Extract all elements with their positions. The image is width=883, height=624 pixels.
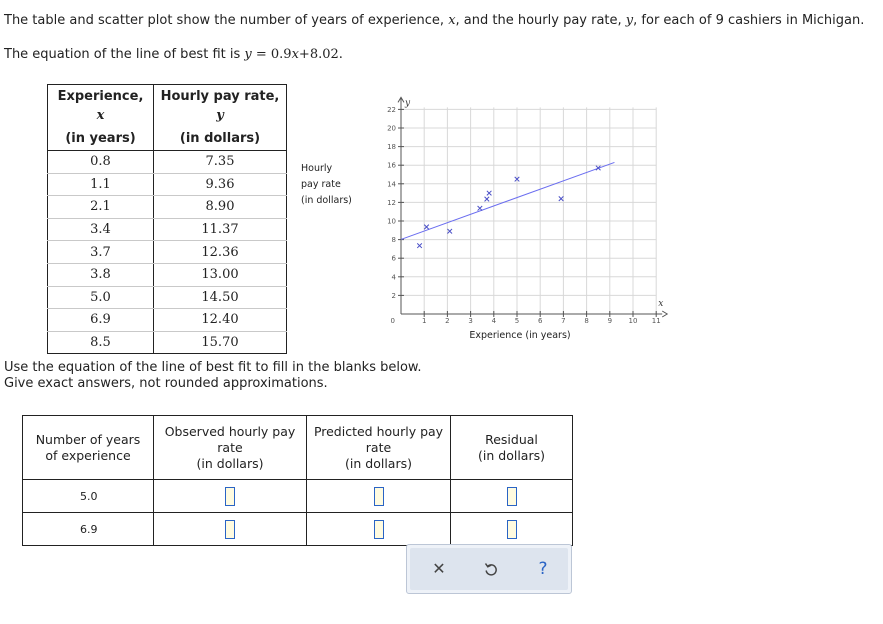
observed-cell	[154, 480, 307, 513]
predicted-input[interactable]	[374, 520, 384, 539]
years-value: 5.0	[23, 480, 154, 513]
experience-cell: 1.1	[48, 173, 154, 196]
table-row	[48, 263, 287, 286]
intro-sentence	[4, 13, 864, 28]
predicted-cell	[307, 513, 451, 546]
x-axis-arrow	[662, 311, 667, 317]
pay-rate-cell: 8.90	[154, 196, 287, 219]
best-fit-line	[401, 162, 614, 239]
y-tick-label: 12	[387, 198, 396, 207]
data-table	[47, 84, 287, 354]
y-axis-label: Hourly pay rate (in dollars)	[301, 163, 352, 206]
data-point	[559, 196, 564, 201]
x-variable: x	[448, 13, 456, 28]
y-tick-label: 8	[391, 236, 396, 245]
origin-label: 0	[390, 317, 395, 325]
x-tick-label: 9	[607, 317, 613, 325]
answer-table	[22, 415, 573, 546]
residual-input[interactable]	[507, 487, 517, 506]
header-observed: Observed hourly pay rate (in dollars)	[154, 416, 307, 480]
pay-rate-cell: 11.37	[154, 218, 287, 241]
x-tick-label: 11	[651, 317, 661, 325]
pay-rate-cell: 14.50	[154, 286, 287, 309]
x-axis-variable: x	[658, 299, 664, 309]
col-experience-header: Experience, x	[48, 85, 154, 128]
pay-rate-cell: 13.00	[154, 263, 287, 286]
pay-rate-cell: 15.70	[154, 331, 287, 354]
x-tick-label: 2	[445, 317, 450, 325]
y-tick-label: 20	[387, 124, 396, 133]
table-row	[48, 241, 287, 264]
data-point	[487, 191, 492, 196]
scatter-plot	[370, 80, 690, 350]
table-row	[48, 309, 287, 332]
data-point	[478, 206, 483, 211]
clear-button[interactable]	[427, 557, 451, 581]
predicted-cell	[307, 480, 451, 513]
y-tick-label: 14	[387, 180, 396, 189]
residual-cell	[451, 480, 573, 513]
observed-input[interactable]	[225, 487, 235, 506]
y-tick-label: 16	[387, 161, 396, 170]
intro-text-2: , and the hourly pay rate,	[455, 13, 626, 28]
table-row	[48, 151, 287, 174]
experience-cell: 0.8	[48, 151, 154, 174]
header-years: Number of years of experience	[23, 416, 154, 480]
x-axis-label: Experience (in years)	[469, 330, 571, 341]
x-tick-label: 3	[468, 317, 473, 325]
y-tick-label: 6	[391, 254, 396, 263]
x-tick-label: 10	[628, 317, 638, 325]
y-variable: y	[625, 13, 634, 28]
data-point	[485, 197, 490, 202]
x-tick-label: 4	[491, 317, 497, 325]
x-tick-label: 6	[537, 317, 543, 325]
data-point	[424, 225, 429, 230]
y-tick-label: 4	[391, 273, 396, 282]
table-row	[48, 173, 287, 196]
equation-prefix: The equation of the line of best fit is	[4, 47, 245, 62]
action-bar	[406, 544, 572, 594]
residual-input[interactable]	[507, 520, 517, 539]
x-tick-label: 5	[514, 317, 520, 325]
equation: y = 0.9x+8.02.	[244, 47, 343, 62]
years-value: 6.9	[23, 513, 154, 546]
experience-cell: 8.5	[48, 331, 154, 354]
experience-cell: 3.8	[48, 263, 154, 286]
y-tick-label: 18	[387, 143, 396, 152]
table-row	[48, 331, 287, 354]
experience-cell: 3.4	[48, 218, 154, 241]
y-tick-label: 22	[387, 105, 396, 114]
observed-input[interactable]	[225, 520, 235, 539]
observed-cell	[154, 513, 307, 546]
y-tick-label: 10	[387, 217, 396, 226]
residual-cell	[451, 513, 573, 546]
pay-rate-cell: 12.36	[154, 241, 287, 264]
pay-rate-cell: 7.35	[154, 151, 287, 174]
data-point	[447, 229, 452, 234]
pay-rate-cell: 9.36	[154, 173, 287, 196]
undo-icon	[483, 561, 499, 577]
header-residual: Residual (in dollars)	[451, 416, 573, 480]
table-row	[48, 196, 287, 219]
instruction-line-1: Use the equation of the line of best fit to fill in the blanks below.	[4, 360, 422, 375]
help-button[interactable]	[531, 557, 555, 581]
answer-row	[23, 513, 573, 546]
help-icon: ?	[538, 559, 548, 579]
experience-cell: 3.7	[48, 241, 154, 264]
action-bar-inner	[410, 548, 568, 590]
answer-row	[23, 480, 573, 513]
col-pay-unit: (in dollars)	[154, 127, 287, 151]
x-tick-label: 1	[421, 317, 427, 325]
data-point	[417, 243, 422, 248]
x-tick-label: 8	[584, 317, 589, 325]
experience-cell: 2.1	[48, 196, 154, 219]
y-axis-variable: y	[405, 98, 411, 109]
x-tick-label: 7	[561, 317, 566, 325]
intro-text-3: , for each of 9 cashiers in Michigan.	[633, 13, 865, 28]
instructions	[4, 360, 422, 392]
intro-text-1: The table and scatter plot show the number of years of experience,	[4, 13, 449, 28]
experience-cell: 6.9	[48, 309, 154, 332]
pay-rate-cell: 12.40	[154, 309, 287, 332]
undo-button[interactable]	[479, 557, 503, 581]
y-tick-label: 2	[391, 291, 396, 300]
table-row	[48, 218, 287, 241]
table-row	[48, 286, 287, 309]
col-experience-unit: (in years)	[48, 127, 154, 151]
instruction-line-2: Give exact answers, not rounded approximations.	[4, 376, 328, 391]
equation-sentence	[4, 47, 343, 62]
experience-cell: 5.0	[48, 286, 154, 309]
predicted-input[interactable]	[374, 487, 384, 506]
header-predicted: Predicted hourly pay rate (in dollars)	[307, 416, 451, 480]
col-pay-header: Hourly pay rate, y	[154, 85, 287, 128]
close-icon: ✕	[432, 559, 446, 578]
